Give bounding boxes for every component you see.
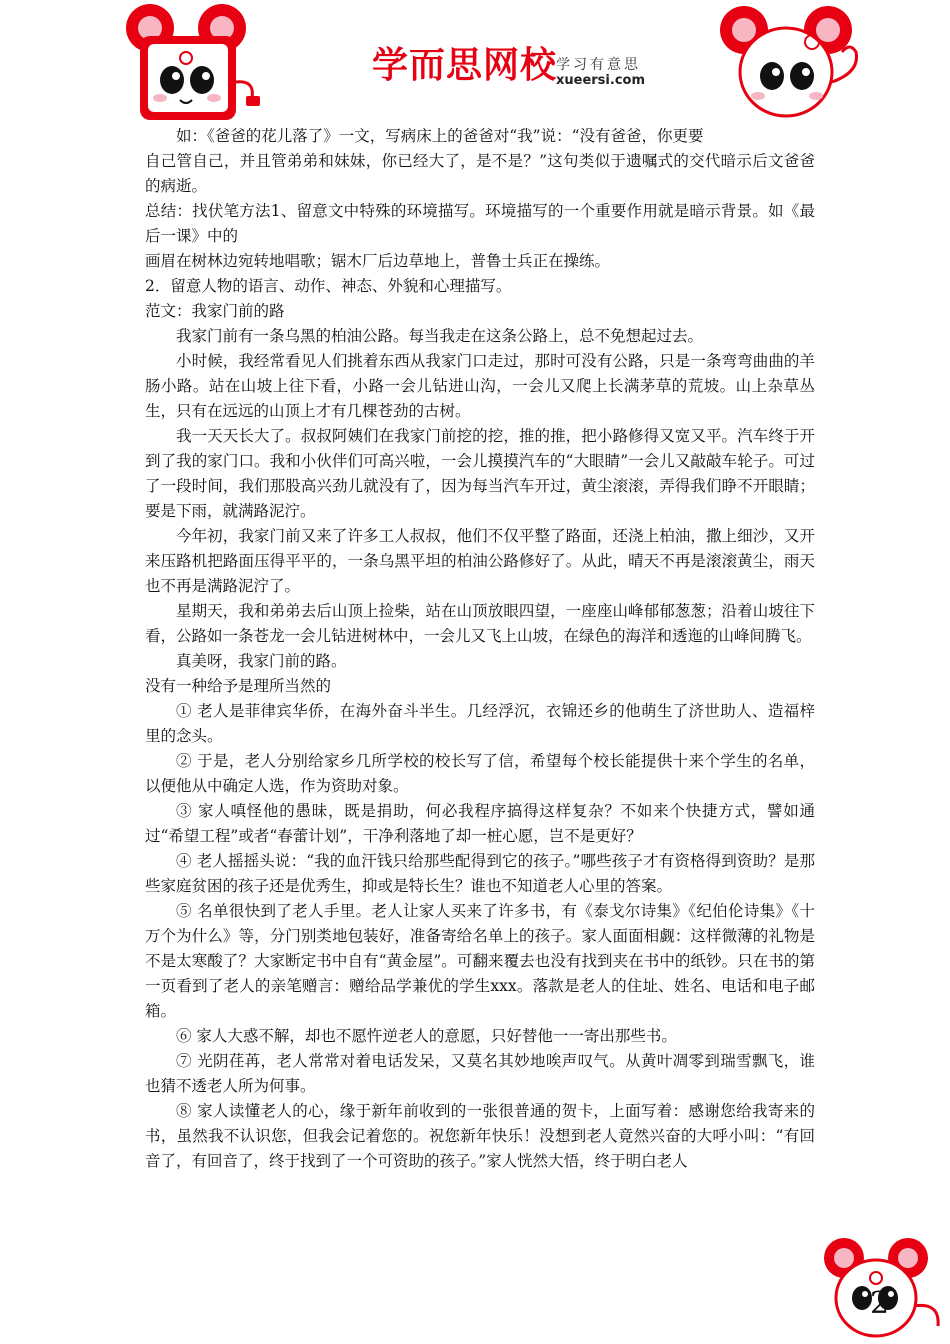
paragraph-method-2: 2．留意人物的语言、动作、神态、外貌和心理描写。 (145, 277, 512, 295)
paragraph-example-intro: 如：《爸爸的花儿落了》一文，写病床上的爸爸对“我”说：“没有爸爸，你更要 (176, 127, 704, 145)
paragraph-numbered: ① 老人是菲律宾华侨，在海外奋斗半生。几经浮沉，衣锦还乡的他萌生了济世助人、造福梓里的念头。 (145, 702, 815, 745)
paragraph-sample-title: 范文：我家门前的路 (145, 302, 285, 320)
paragraph-body: 我一天天长大了。叔叔阿姨们在我家门前挖的挖，推的推，把小路修得又宽又平。汽车终于开到了我的家门口。我和小伙伴们可高兴啦，一会儿摸摸汽车的“大眼睛”一会儿又敲敲车轮子。可过了一段时间，我们那股高兴劲儿就没有了，因为每当汽车开过，黄尘滚滚，弄得我们睁不开眼睛；要是下雨，就满路泥泞。 (145, 427, 815, 520)
paragraph-quote: 画眉在树林边宛转地唱歌；锯木厂后边草地上，普鲁士兵正在操练。 (145, 252, 611, 270)
brand-slogan: 学习有意思 (556, 57, 641, 73)
paragraph-body: 我家门前有一条乌黑的柏油公路。每当我走在这条公路上，总不免想起过去。 (176, 327, 704, 345)
paragraph-numbered: ③ 家人嗔怪他的愚昧，既是捐助，何必我程序搞得这样复杂？不如来个快捷方式，譬如通过“希望工程”或者“春蕾计划”，干净利落地了却一桩心愿，岂不是更好？ (145, 802, 815, 845)
article-body (145, 124, 815, 1174)
paragraph-numbered: ② 于是，老人分别给家乡几所学校的校长写了信，希望每个校长能提供十来个学生的名单，以便他从中确定人选，作为资助对象。 (145, 752, 815, 795)
paragraph-numbered: ④ 老人摇摇头说：“我的血汗钱只给那些配得到它的孩子。”哪些孩子才有资格得到资助？是那些家庭贫困的孩子还是优秀生，抑或是特长生？谁也不知道老人心里的答案。 (145, 852, 815, 895)
paragraph-body: 星期天，我和弟弟去后山顶上捡柴，站在山顶放眼四望，一座座山峰郁郁葱葱；沿着山坡往下看，公路如一条苍龙一会儿钻进树林中，一会儿又飞上山坡，在绿色的海洋和透迤的山峰间腾飞。 (145, 602, 815, 645)
page-header (0, 0, 950, 125)
page-number: 2 (870, 1286, 890, 1321)
paragraph-body: 今年初，我家门前又来了许多工人叔叔，他们不仅平整了路面，还浇上柏油，撒上细沙，又开来压路机把路面压得平平的，一条乌黑平坦的柏油公路修好了。从此，晴天不再是滚滚黄尘，雨天也不再是满路泥泞了。 (145, 527, 815, 595)
brand-logo-text: 学而思网校 (372, 45, 558, 86)
mascot-right-icon (710, 2, 870, 127)
paragraph-numbered: ⑧ 家人读懂老人的心，缘于新年前收到的一张很普通的贺卡，上面写着：感谢您给我寄来的书，虽然我不认识您，但我会记着您的。祝您新年快乐！没想到老人竟然兴奋的大呼小叫：“有回音了，有回音了，终于找到了一个可资助的孩子。”家人恍然大悟，终于明白老人 (145, 1102, 815, 1170)
paragraph-summary: 总结：找伏笔方法1、留意文中特殊的环境描写。环境描写的一个重要作用就是暗示背景。如《最后一课》中的 (145, 202, 815, 245)
paragraph-numbered: ⑦ 光阴荏苒，老人常常对着电话发呆，又莫名其妙地唉声叹气。从黄叶凋零到瑞雪飘飞，谁也猜不透老人所为何事。 (145, 1052, 815, 1095)
paragraph-body: 小时候，我经常看见人们挑着东西从我家门口走过，那时可没有公路，只是一条弯弯曲曲的羊肠小路。站在山坡上往下看，小路一会儿钻进山沟，一会儿又爬上长满茅草的荒坡。山上杂草丛生，只有在远远的山顶上才有几棵苍劲的古树。 (145, 352, 815, 420)
paragraph-story-title: 没有一种给予是理所当然的 (145, 677, 332, 695)
brand-url: xueersi.com (556, 73, 646, 88)
mascot-left-icon (110, 2, 270, 127)
paragraph-example-cont: 自己管自己，并且管弟弟和妹妹，你已经大了，是不是？”这句类似于遗嘱式的交代暗示后文爸爸的病逝。 (145, 152, 815, 195)
paragraph-body: 真美呀，我家门前的路。 (176, 652, 347, 670)
paragraph-numbered: ⑥ 家人大惑不解，却也不愿忤逆老人的意愿，只好替他一一寄出那些书。 (176, 1027, 677, 1045)
paragraph-numbered: ⑤ 名单很快到了老人手里。老人让家人买来了许多书，有《泰戈尔诗集》《纪伯伦诗集》《十万个为什么》等，分门别类地包装好，准备寄给名单上的孩子。家人面面相觑：这样微薄的礼物是不是太寒酸了？大家断定书中自有“黄金屋”。可翻来覆去也没有找到夹在书中的纸钞。只在书的第一页看到了老人的亲笔赠言：赠给品学兼优的学生xxx。落款是老人的住址、姓名、电话和电子邮箱。 (145, 902, 815, 1020)
